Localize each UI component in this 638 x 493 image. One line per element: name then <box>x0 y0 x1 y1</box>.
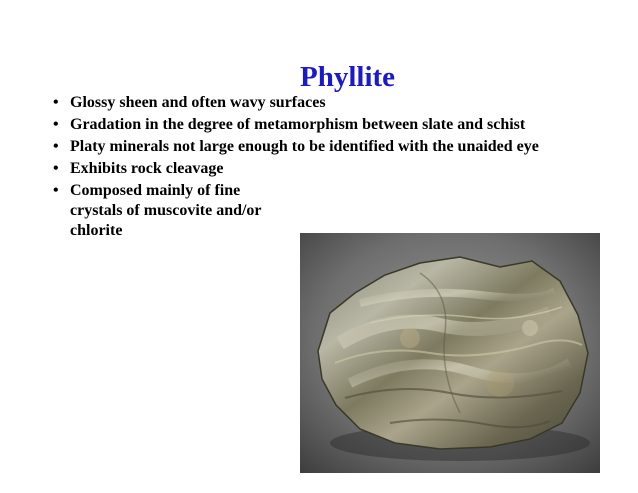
bullet-glyph: • <box>53 182 59 199</box>
bullet-glyph: • <box>53 116 59 133</box>
bullet-glyph: • <box>53 160 59 177</box>
bullet-item <box>50 181 290 241</box>
bullet-item <box>50 159 610 179</box>
bullet-text: Composed mainly of fine crystals of muscovite and/or chlorite <box>70 182 262 239</box>
bullet-text: Glossy sheen and often wavy surfaces <box>70 94 326 111</box>
bullet-list <box>50 93 610 243</box>
phyllite-rock-image <box>300 233 600 473</box>
bullet-text: Gradation in the degree of metamorphism between slate and schist <box>70 116 526 133</box>
bullet-item <box>50 115 610 135</box>
rock-illustration <box>300 233 600 473</box>
bullet-text: Platy minerals not large enough to be identified with the unaided eye <box>70 138 539 155</box>
slide-title: Phyllite <box>300 61 396 93</box>
bullet-item <box>50 93 610 113</box>
bullet-glyph: • <box>53 138 59 155</box>
bullet-text: Exhibits rock cleavage <box>70 160 224 177</box>
bullet-item <box>50 137 610 157</box>
bullet-glyph: • <box>53 94 59 111</box>
